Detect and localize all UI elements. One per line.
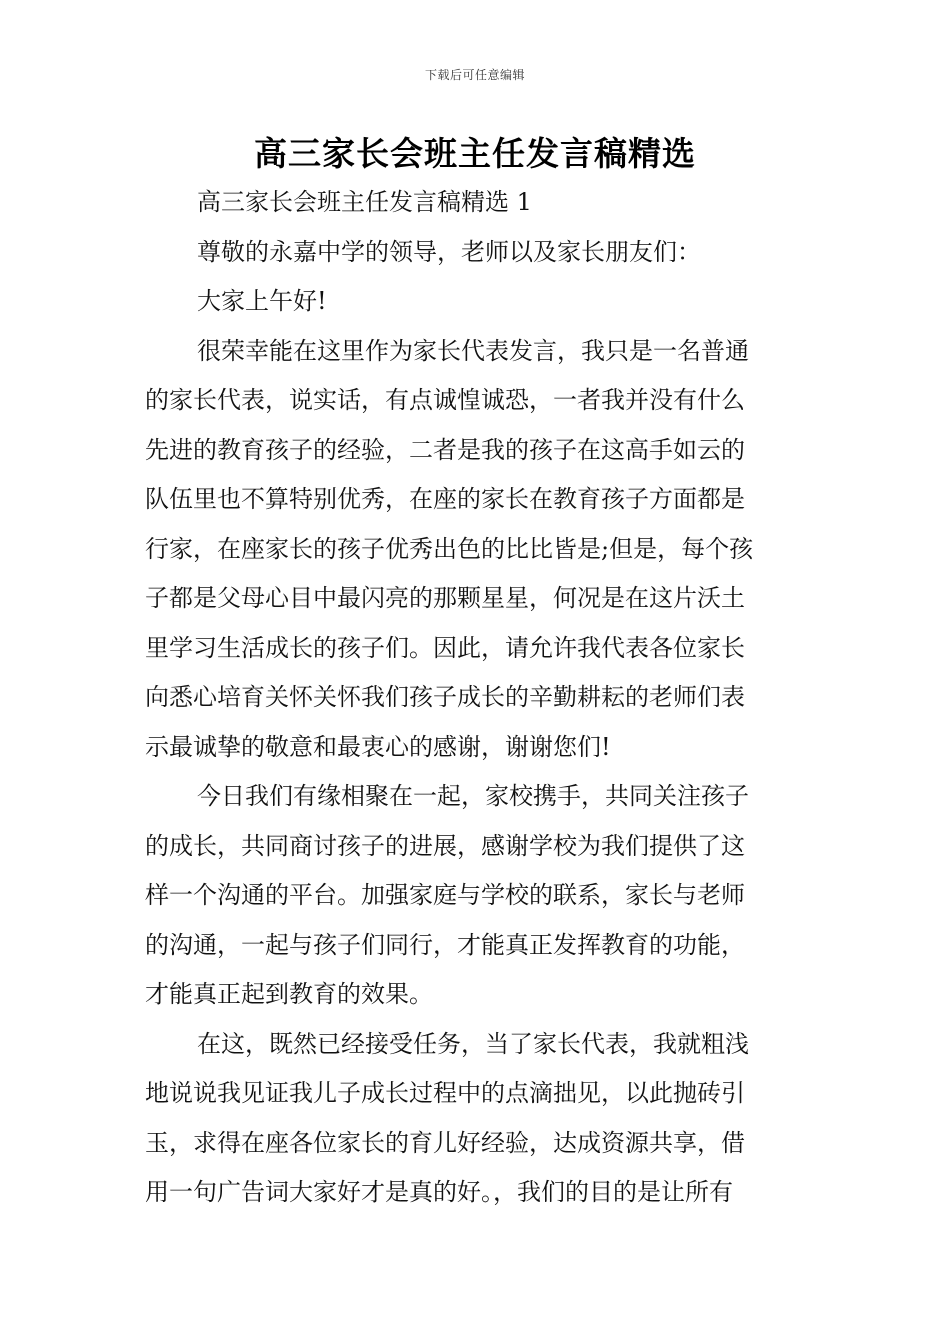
- text-line: 里学习生活成长的孩子们。因此，请允许我代表各位家长: [145, 633, 745, 662]
- text-line: 样一个沟通的平台。加强家庭与学校的联系，家长与老师: [145, 881, 745, 909]
- text-line: 的沟通，一起与孩子们同行，才能真正发挥教育的功能，: [145, 930, 745, 959]
- text-line: 队伍里也不算特别优秀，在座的家长在教育孩子方面都是: [145, 485, 745, 513]
- text-line: 先进的教育孩子的经验，二者是我的孩子在这高手如云的: [145, 435, 745, 464]
- text-line: 今日我们有缘相聚在一起，家校携手，共同关注孩子: [197, 782, 749, 810]
- text-line: 玉，求得在座各位家长的育儿好经验，达成资源共享，借: [145, 1128, 745, 1157]
- text-line: 的成长，共同商讨孩子的进展，感谢学校为我们提供了这: [145, 831, 745, 860]
- text-line: 很荣幸能在这里作为家长代表发言，我只是一名普通: [197, 336, 749, 365]
- document-body: [145, 178, 805, 1218]
- text-line: 才能真正起到教育的效果。: [145, 980, 433, 1008]
- text-line: 地说说我见证我儿子成长过程中的点滴拙见，以此抛砖引: [145, 1079, 745, 1107]
- text-line: 向悉心培育关怀关怀我们孩子成长的辛勤耕耘的老师们表: [145, 683, 745, 711]
- text-line: 高三家长会班主任发言稿精选 1: [197, 188, 532, 216]
- text-line: 子都是父母心目中最闪亮的那颗星星，何况是在这片沃土: [145, 584, 745, 612]
- text-line: 示最诚挚的敬意和最衷心的感谢，谢谢您们!: [145, 732, 611, 761]
- text-line: 用一句广告词大家好才是真的好。，我们的目的是让所有: [145, 1178, 733, 1206]
- text-line: 行家，在座家长的孩子优秀出色的比比皆是;但是，每个孩: [145, 534, 754, 563]
- text-line: 尊敬的永嘉中学的领导，老师以及家长朋友们：: [197, 237, 701, 266]
- page-title: 高三家长会班主任发言稿精选: [254, 134, 696, 173]
- text-line: 的家长代表，说实话，有点诚惶诚恐，一者我并没有什么: [145, 386, 745, 414]
- header-note: 下载后可任意编辑: [424, 68, 525, 82]
- text-line: 在这，既然已经接受任务，当了家长代表，我就粗浅: [197, 1029, 749, 1058]
- text-line: 大家上午好!: [197, 287, 327, 315]
